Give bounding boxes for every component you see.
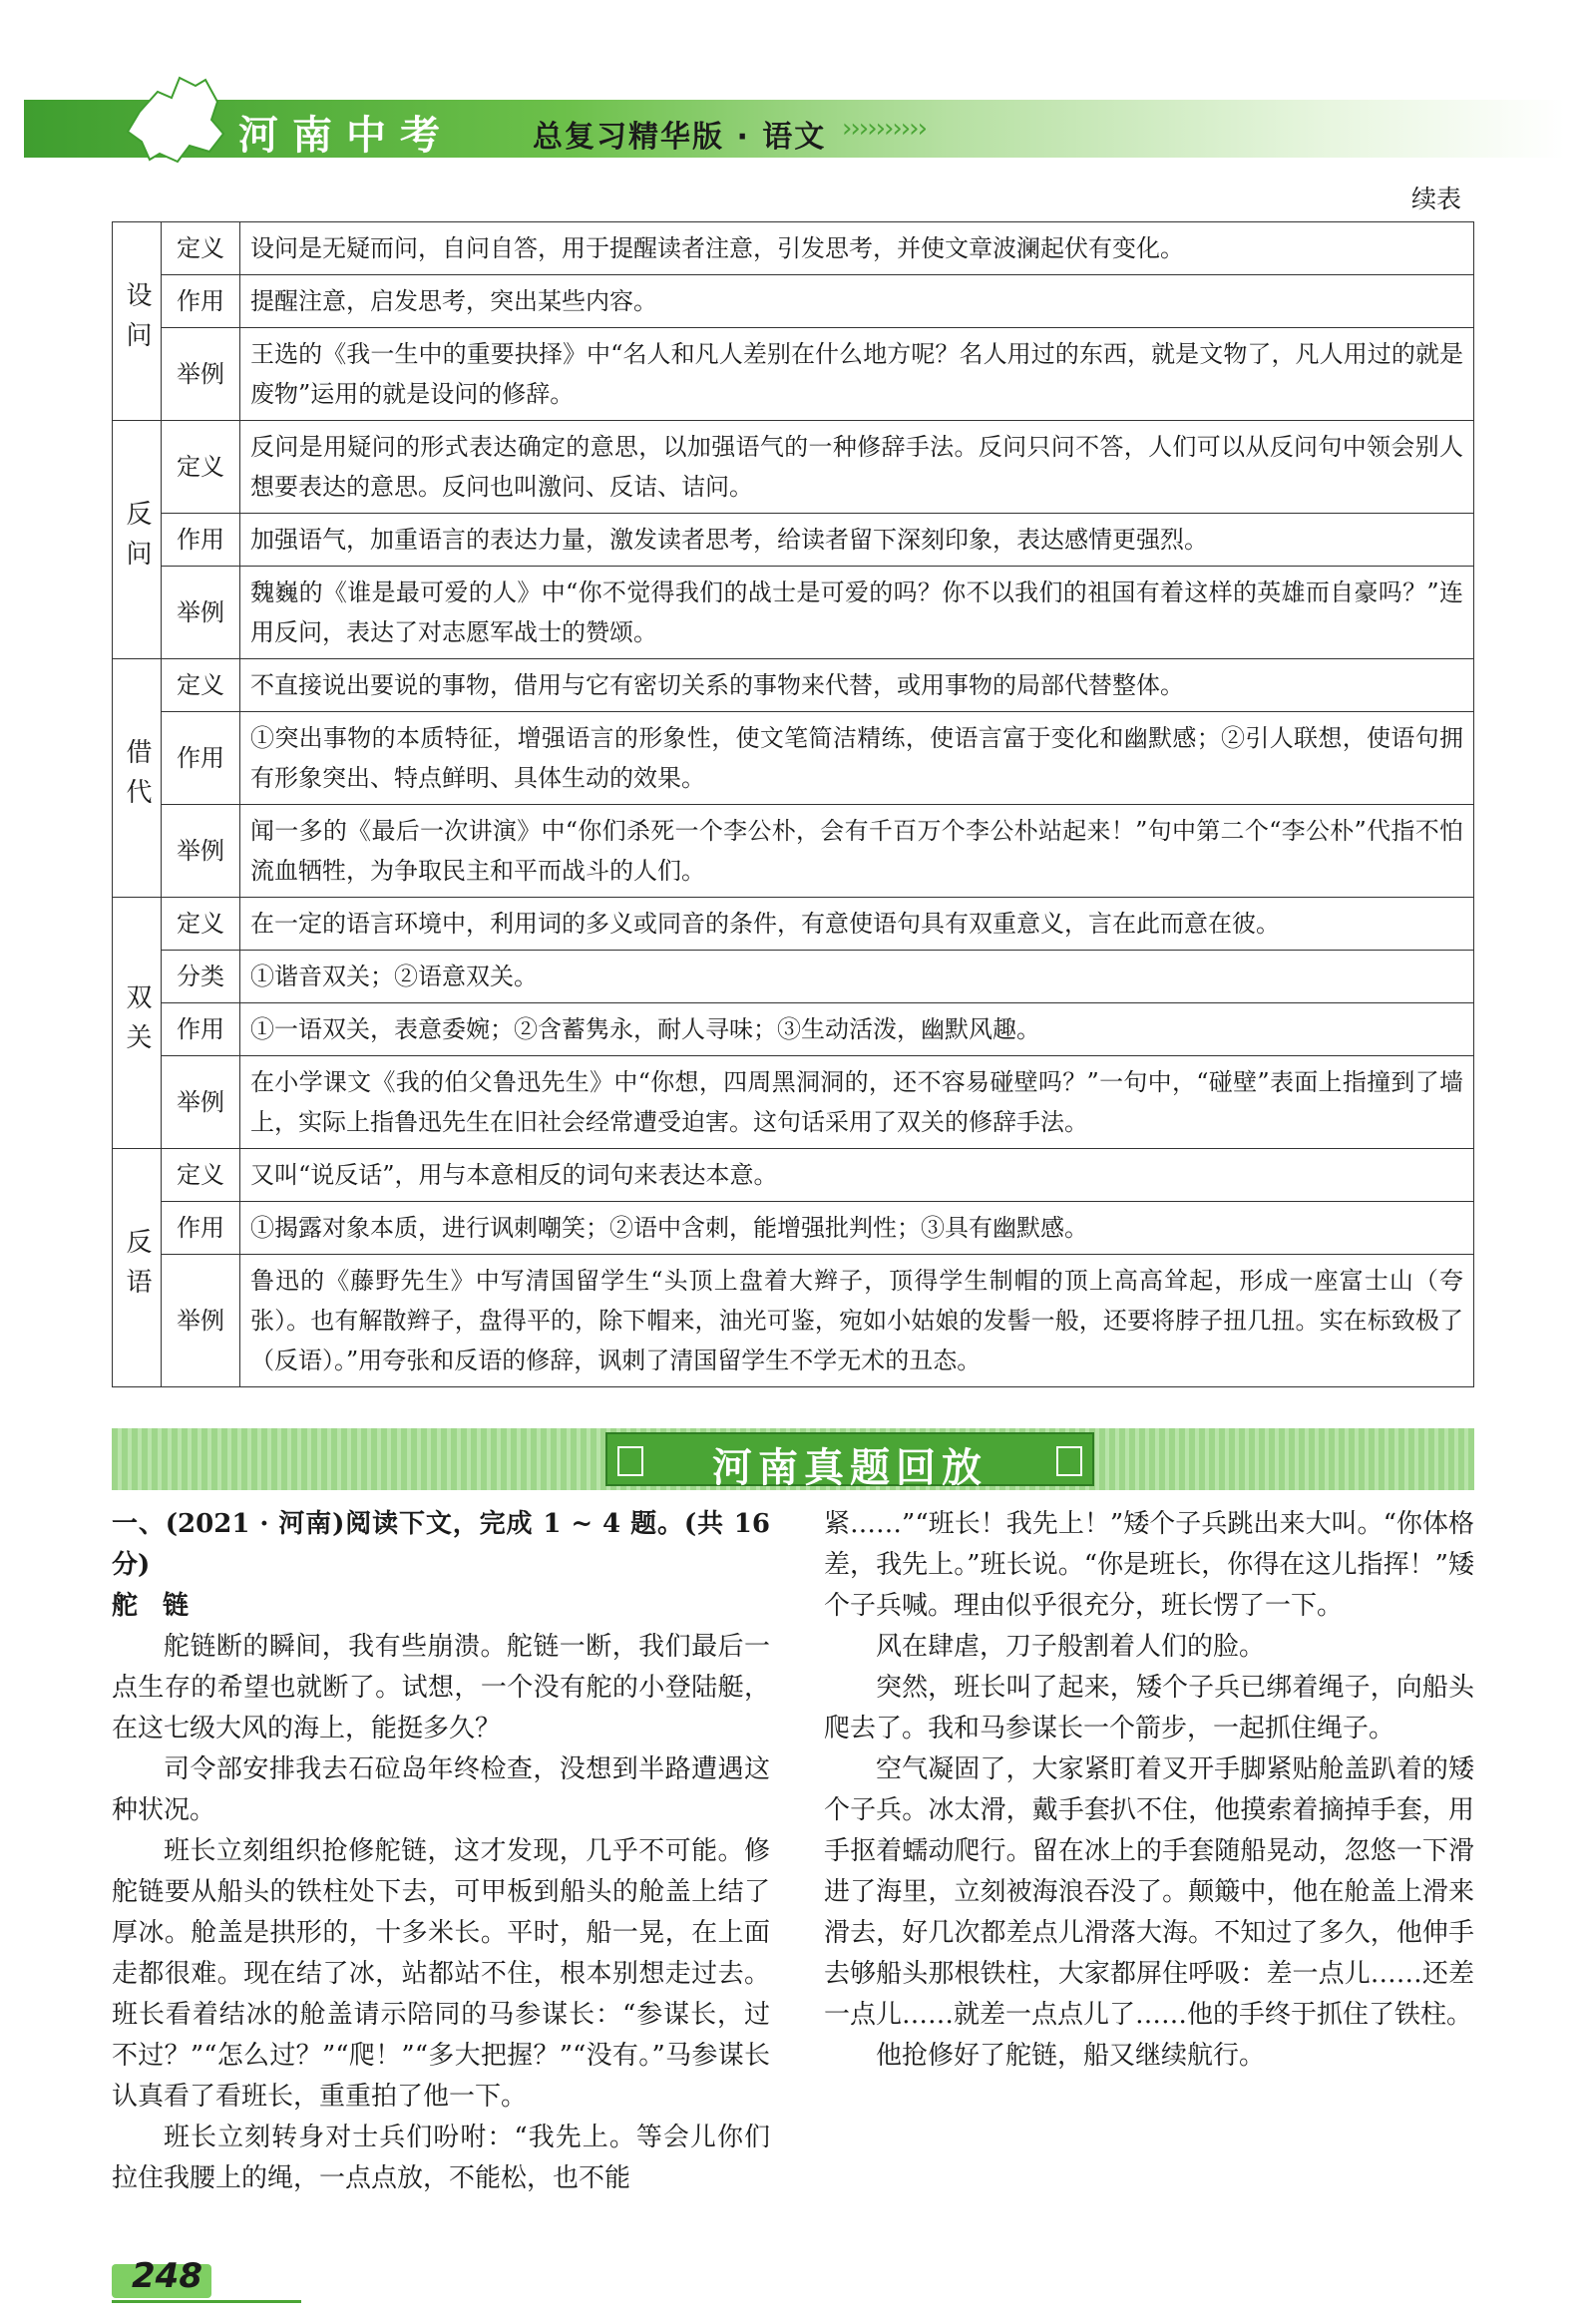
- row-text: 不直接说出要说的事物，借用与它有密切关系的事物来代替，或用事物的局部代替整体。: [240, 659, 1474, 712]
- row-label: 定义: [162, 222, 240, 275]
- row-text: 魏巍的《谁是最可爱的人》中“你不觉得我们的战士是可爱的吗？你不以我们的祖国有着这样的英雄而自豪吗？”连用反问，表达了对志愿军战士的赞颂。: [240, 567, 1474, 659]
- article-paragraph: 舵链断的瞬间，我有些崩溃。舵链一断，我们最后一点生存的希望也就断了。试想，一个没有舵的小登陆艇，在这七级大风的海上，能挺多久？: [112, 1632, 770, 1743]
- article-paragraph: 空气凝固了，大家紧盯着叉开手脚紧贴舱盖趴着的矮个子兵。冰太滑，戴手套扒不住，他摸索着摘掉手套，用手抠着蠕动爬行。留在冰上的手套随船晃动，忽悠一下滑进了海里，立刻被海浪吞没了。颠簸中，他在舱盖上滑来滑去，好几次都差点儿滑落大海。不知过了多久，他伸手去够船头那根铁柱，大家都屏住呼吸：差一点儿……还差一点儿……就差一点点儿了……他的手终于抓住了铁柱。: [824, 1754, 1474, 2030]
- decorative-knot-icon: [1056, 1446, 1082, 1476]
- page-header: [24, 100, 1565, 158]
- table-row: [113, 222, 1474, 275]
- article-paragraph: 风在肆虐，刀子般割着人们的脸。: [876, 1632, 1266, 1662]
- row-label: 举例: [162, 1255, 240, 1387]
- row-label: 定义: [162, 421, 240, 514]
- article-paragraph: 他抢修好了舵链，船又继续航行。: [876, 2041, 1266, 2071]
- category-name: 反问: [122, 500, 152, 580]
- left-column: [112, 1504, 770, 2199]
- article-paragraph: 班长立刻转身对士兵们吩咐：“我先上。等会儿你们拉住我腰上的绳，一点点放，不能松，也不能: [112, 2123, 770, 2193]
- row-text: 又叫“说反话”，用与本意相反的词句来表达本意。: [240, 1149, 1474, 1202]
- table-row: [113, 805, 1474, 898]
- category-cell: [113, 222, 162, 421]
- footer-line: [112, 2300, 301, 2303]
- category-cell: [113, 421, 162, 659]
- article-paragraph: 突然，班长叫了起来，矮个子兵已绑着绳子，向船头爬去了。我和马参谋长一个箭步，一起抓住绳子。: [824, 1673, 1474, 1743]
- category-name: 双关: [122, 982, 152, 1063]
- section-title: 河南真题回放: [712, 1445, 988, 1491]
- section-banner: [112, 1428, 1474, 1490]
- row-text: 设问是无疑而问，自问自答，用于提醒读者注意，引发思考，并使文章波澜起伏有变化。: [240, 222, 1474, 275]
- row-label: 定义: [162, 898, 240, 951]
- category-cell: [113, 659, 162, 898]
- page-number: 248: [132, 2256, 202, 2296]
- table-row: [113, 567, 1474, 659]
- row-text: 在小学课文《我的伯父鲁迅先生》中“你想，四周黑洞洞的，还不容易碰壁吗？”一句中，“碰壁”表面上指撞到了墙上，实际上指鲁迅先生在旧社会经常遭受迫害。这句话采用了双关的修辞手法。: [240, 1056, 1474, 1149]
- category-name: 借代: [122, 738, 152, 818]
- table-row: [113, 1056, 1474, 1149]
- row-label: 举例: [162, 328, 240, 421]
- row-label: 举例: [162, 805, 240, 898]
- row-text: ①突出事物的本质特征，增强语言的形象性，使文笔简洁精练，使语言富于变化和幽默感；②引人联想，使语句拥有形象突出、特点鲜明、具体生动的效果。: [240, 712, 1474, 805]
- row-text: 提醒注意，启发思考，突出某些内容。: [240, 275, 1474, 328]
- row-label: 举例: [162, 567, 240, 659]
- table-row: [113, 328, 1474, 421]
- row-text: ①谐音双关；②语意双关。: [240, 951, 1474, 1003]
- row-label: 作用: [162, 1003, 240, 1056]
- article-paragraph: 班长立刻组织抢修舵链，这才发现，几乎不可能。修舵链要从船头的铁柱处下去，可甲板到船头的舱盖上结了厚冰。舱盖是拱形的，十多米长。平时，船一晃，在上面走都很难。现在结了冰，站都站不住，根本别想走过去。班长看着结冰的舱盖请示陪同的马参谋长：“参谋长，过不过？”“怎么过？”“爬！”“多大把握？”“没有。”马参谋长认真看了看班长，重重拍了他一下。: [112, 1836, 770, 2112]
- table-row: [113, 659, 1474, 712]
- table-row: [113, 1003, 1474, 1056]
- row-label: 定义: [162, 659, 240, 712]
- section-title-box: [605, 1432, 1094, 1491]
- table-row: [113, 712, 1474, 805]
- row-text: 鲁迅的《藤野先生》中写清国留学生“头顶上盘着大辫子，顶得学生制帽的顶上高高耸起，形成一座富士山（夸张）。也有解散辫子，盘得平的，除下帽来，油光可鉴，宛如小姑娘的发髻一般，还要将脖子扭几扭。实在标致极了（反语）。”用夸张和反语的修辞，讽刺了清国留学生不学无术的丑态。: [240, 1255, 1474, 1387]
- table-row: [113, 898, 1474, 951]
- table-row: [113, 421, 1474, 514]
- row-text: ①揭露对象本质，进行讽刺嘲笑；②语中含刺，能增强批判性；③具有幽默感。: [240, 1202, 1474, 1255]
- table-row: [113, 275, 1474, 328]
- article-title: 舵 链: [112, 1591, 198, 1621]
- table-row: [113, 1255, 1474, 1387]
- row-label: 作用: [162, 514, 240, 567]
- row-label: 分类: [162, 951, 240, 1003]
- row-text: 反问是用疑问的形式表达确定的意思，以加强语气的一种修辞手法。反问只问不答，人们可以从反问句中领会别人想要表达的意思。反问也叫激问、反诘、诘问。: [240, 421, 1474, 514]
- rhetoric-table: [112, 221, 1474, 1387]
- article-paragraph: 紧……”“班长！我先上！”矮个子兵跳出来大叫。“你体格差，我先上。”班长说。“你是班长，你得在这儿指挥！”矮个子兵喊。理由似乎很充分，班长愣了一下。: [824, 1509, 1474, 1621]
- row-text: 闻一多的《最后一次讲演》中“你们杀死一个李公朴，会有千百万个李公朴站起来！”句中第二个“李公朴”代指不怕流血牺牲，为争取民主和平而战斗的人们。: [240, 805, 1474, 898]
- row-label: 定义: [162, 1149, 240, 1202]
- right-column: [824, 1504, 1474, 2077]
- henan-map-icon: [120, 72, 229, 168]
- table-row: [113, 951, 1474, 1003]
- row-label: 作用: [162, 712, 240, 805]
- row-text: 王选的《我一生中的重要抉择》中“名人和凡人差别在什么地方呢？名人用过的东西，就是文物了，凡人用过的就是废物”运用的就是设问的修辞。: [240, 328, 1474, 421]
- category-name: 设问: [122, 281, 152, 361]
- row-text: 在一定的语言环境中，利用词的多义或同音的条件，有意使语句具有双重意义，言在此而意在彼。: [240, 898, 1474, 951]
- table-row: [113, 1202, 1474, 1255]
- row-label: 作用: [162, 1202, 240, 1255]
- row-label: 作用: [162, 275, 240, 328]
- header-arrows: ››››››››››: [842, 114, 926, 144]
- table-row: [113, 1149, 1474, 1202]
- category-cell: [113, 1149, 162, 1387]
- header-title: 河南中考: [238, 113, 454, 159]
- row-label: 举例: [162, 1056, 240, 1149]
- question-heading: 一、(2021 · 河南)阅读下文，完成 1 ~ 4 题。(共 16 分): [112, 1509, 770, 1580]
- category-cell: [113, 898, 162, 1149]
- continued-label: 续表: [1410, 185, 1461, 213]
- article-paragraph: 司令部安排我去石砬岛年终检查，没想到半路遭遇这种状况。: [112, 1754, 770, 1825]
- table-row: [113, 514, 1474, 567]
- header-subtitle: 总复习精华版 · 语文: [533, 120, 827, 155]
- row-text: 加强语气，加重语言的表达力量，激发读者思考，给读者留下深刻印象，表达感情更强烈。: [240, 514, 1474, 567]
- row-text: ①一语双关，表意委婉；②含蓄隽永，耐人寻味；③生动活泼，幽默风趣。: [240, 1003, 1474, 1056]
- category-name: 反语: [122, 1228, 152, 1308]
